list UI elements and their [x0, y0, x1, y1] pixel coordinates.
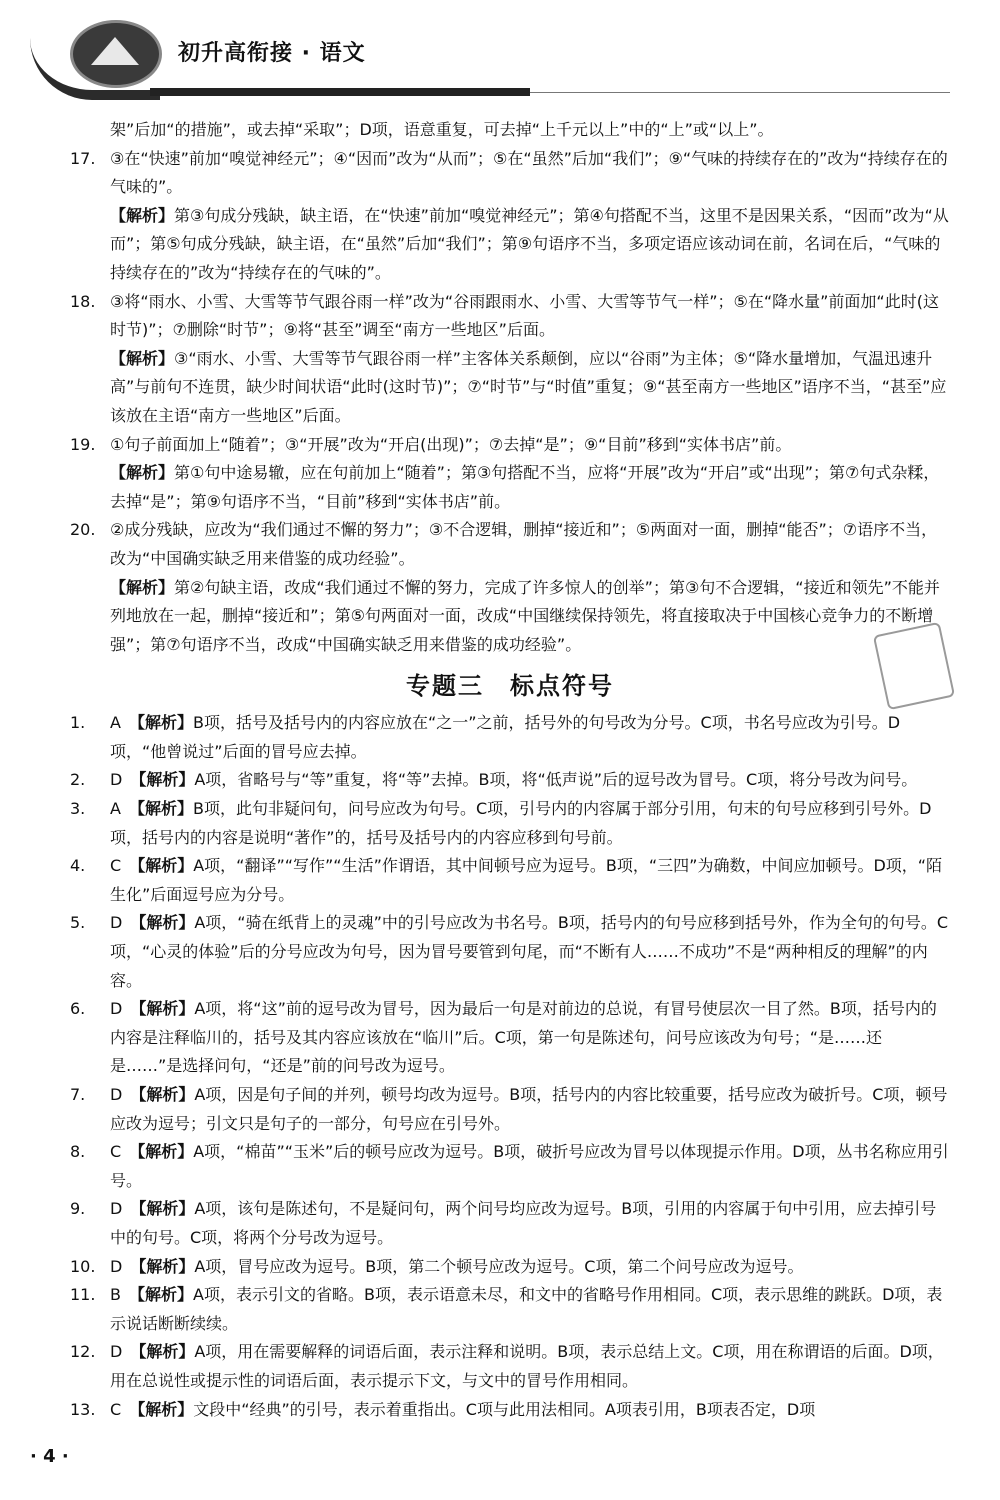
- answer-item: [70, 1253, 950, 1282]
- spacer: [122, 1257, 138, 1276]
- spacer: [121, 799, 137, 818]
- analysis-text: ③“雨水、小雪、大雪等节气跟谷雨一样”主客体关系颠倒，应以“谷雨”为主体；⑤“降水量增加，气温迅速升高”与前句不连贯，缺少时间状语“此时(这时节)”；⑦“时节”与“时值”重复；⑨“甚至南方一些地区”语序不当，“甚至”应该放在主语“南方一些地区”后面。: [110, 348, 947, 425]
- item-number: 6.: [70, 999, 86, 1019]
- item-number: 10.: [70, 1256, 96, 1276]
- analysis-tag: 【解析】: [110, 577, 175, 597]
- analysis-17: [70, 202, 950, 288]
- continuation-line: [70, 116, 950, 145]
- analysis-text: 文段中“经典”的引号，表示着重指出。C项与此用法相同。A项表引用，B项表否定，D项: [193, 1399, 816, 1419]
- analysis-text: A项，“棉苗”“玉米”后的顿号应改为逗号。B项，破折号应改为冒号以体现提示作用。D项，丛书名称应用引号。: [110, 1142, 949, 1190]
- answer-item: [70, 766, 950, 795]
- analysis-tag: 【解析】: [138, 1342, 195, 1362]
- analysis-text: 第②句缺主语，改成“我们通过不懈的努力，完成了许多惊人的创举”；第③句不合逻辑，“接近和领先”不能并列地放在一起，删掉“接近和”；第⑤句两面对一面，改成“中国继续保持领先，将直接取决于中国核心竞争力的不断增强”；第⑦句语序不当，改成“中国确实缺乏用来借鉴的成功经验”。: [110, 577, 940, 654]
- answer-letter: C: [110, 856, 122, 876]
- analysis-tag: 【解析】: [137, 856, 194, 876]
- answer-letter: D: [110, 913, 123, 933]
- analysis-19: [70, 459, 950, 516]
- item-number: 1.: [70, 713, 86, 733]
- item-number: 9.: [70, 1199, 86, 1219]
- spacer: [122, 1085, 138, 1104]
- analysis-text: A项，“翻译”“写作”“生活”作谓语，其中间顿号应为逗号。B项，“三四”为确数，中间应加顿号。D项，“陌生化”后面逗号应为分号。: [110, 856, 943, 904]
- analysis-text: A项，将“这”前的逗号改为冒号，因为最后一句是对前边的总说，有冒号使层次一目了然。B项，括号内的内容是注释临川的，括号及其内容应该放在“临川”后。C项，第一句是陈述句，问号应该改为句号；“是……还是……”是选择问句，“还是”前的问号改为逗号。: [110, 999, 937, 1076]
- analysis-text: A项，“骑在纸背上的灵魂”中的引号应改为书名号。B项，括号内的句号应移到括号外，作为全句的句号。C项，“心灵的体验”后的分号应改为句号，因为冒号要管到句尾，而“不断有人……不成功”不是“两种相反的理解”的内容。: [110, 913, 949, 990]
- analysis-18: [70, 345, 950, 431]
- answer-letter: D: [110, 1342, 123, 1362]
- answer-item-19: [70, 431, 950, 460]
- answer-text: ③将“雨水、小雪、大雪等节气跟谷雨一样”改为“谷雨跟雨水、小雪、大雪等节气一样”；⑤在“降水量”前面加“此时(这时节)”；⑦删除“时节”；⑨将“甚至”调至“南方一些地区”后面。: [110, 291, 939, 340]
- analysis-text: A项，表示引文的省略。B项，表示语意未尽，和文中的省略号作用相同。C项，表示思维的跳跃。D项，表示说话断断续续。: [110, 1285, 943, 1333]
- analysis-tag: 【解析】: [138, 1085, 195, 1104]
- analysis-tag: 【解析】: [138, 913, 195, 933]
- answer-letter: D: [110, 999, 123, 1019]
- answer-item: [70, 1138, 950, 1195]
- analysis-text: A项，因是句子间的并列，顿号均改为逗号。B项，括号内的内容比较重要，括号应改为破折号。C项，顿号应改为逗号；引文只是句子的一部分，句号应在引号外。: [110, 1085, 948, 1133]
- answer-letter: D: [110, 1256, 123, 1276]
- answer-letter: D: [110, 1085, 123, 1104]
- answer-letter: D: [110, 770, 123, 790]
- item-number: 7.: [70, 1085, 86, 1104]
- answer-letter: D: [110, 1199, 123, 1219]
- spacer: [122, 1342, 138, 1361]
- analysis-text: B项，括号及括号内的内容应放在“之一”之前，括号外的句号改为分号。C项，书名号应改为引号。D项，“他曾说过”后面的冒号应去掉。: [110, 713, 901, 761]
- spacer: [121, 1142, 137, 1161]
- analysis-tag: 【解析】: [136, 799, 193, 819]
- item-number: 8.: [70, 1142, 86, 1162]
- analysis-tag: 【解析】: [110, 463, 175, 483]
- answer-letter: C: [110, 1399, 122, 1419]
- section-title: 专题三 标点符号: [406, 672, 614, 701]
- header-bar: [150, 88, 530, 96]
- answer-item: [70, 1081, 950, 1138]
- answer-item: [70, 995, 950, 1081]
- answer-text: ①句子前面加上“随着”；③“开展”改为“开启(出现)”；⑦去掉“是”；⑨“目前”移到“实体书店”前。: [110, 434, 792, 454]
- spacer: [122, 913, 138, 932]
- answer-letter: A: [110, 799, 121, 819]
- spacer: [121, 713, 137, 732]
- spacer: [122, 1199, 138, 1218]
- analysis-tag: 【解析】: [137, 1142, 194, 1162]
- answer-letter: A: [110, 713, 121, 733]
- answer-item: [70, 909, 950, 995]
- answer-text: ②成分残缺，应改为“我们通过不懈的努力”；③不合逻辑，删掉“接近和”；⑤两面对一面，删掉“能否”；⑦语序不当，改为“中国确实缺乏用来借鉴的成功经验”。: [110, 520, 938, 568]
- item-number: 2.: [70, 770, 86, 790]
- header-rule: [530, 92, 950, 93]
- analysis-text: A项，省略号与“等”重复，将“等”去掉。B项，将“低声说”后的逗号改为冒号。C项，将分号改为问号。: [194, 770, 918, 790]
- analysis-tag: 【解析】: [137, 1285, 194, 1305]
- analysis-text: 第①句中途易辙，应在句前加上“随着”；第③句搭配不当，应将“开展”改为“开启”或“出现”；第⑦句式杂糅，去掉“是”；第⑨句语序不当，“目前”移到“实体书店”前。: [110, 463, 940, 511]
- analysis-tag: 【解析】: [138, 999, 195, 1019]
- spacer: [121, 1400, 137, 1419]
- answer-list: [70, 709, 950, 1424]
- spacer: [121, 856, 137, 875]
- analysis-tag: 【解析】: [138, 770, 195, 790]
- answer-item: [70, 852, 950, 909]
- answer-item: [70, 795, 950, 852]
- answer-letter: C: [110, 1142, 122, 1162]
- publisher-logo-icon: [70, 20, 162, 88]
- answer-letter: B: [110, 1285, 121, 1305]
- mountain-icon: [91, 37, 139, 65]
- item-number: 13.: [70, 1399, 96, 1419]
- answer-item: [70, 1281, 950, 1338]
- analysis-text: A项，用在需要解释的词语后面，表示注释和说明。B项，表示总结上文。C项，用在称谓语的后面。D项，用在总说性或提示性的词语后面，表示提示下文，与文中的冒号作用相同。: [110, 1342, 944, 1390]
- item-number: 17.: [70, 148, 96, 168]
- item-number: 12.: [70, 1342, 96, 1362]
- analysis-text: A项，冒号应改为逗号。B项，第二个顿号应改为逗号。C项，第二个问号应改为逗号。: [194, 1256, 804, 1276]
- analysis-tag: 【解析】: [138, 1256, 195, 1276]
- answer-item-20: [70, 516, 950, 573]
- item-number: 3.: [70, 799, 86, 819]
- answer-item: [70, 1396, 950, 1425]
- analysis-text: B项，此句非疑问句，问号应改为句号。C项，引号内的内容属于部分引用，句末的句号应移到引号外。D项，括号内的内容是说明“著作”的，括号及括号内的内容应移到句号前。: [110, 799, 932, 847]
- item-number: 11.: [70, 1285, 96, 1305]
- spacer: [122, 770, 138, 789]
- analysis-20: [70, 574, 950, 660]
- analysis-tag: 【解析】: [110, 205, 175, 225]
- page-header: [0, 0, 1000, 100]
- answer-item: [70, 1338, 950, 1395]
- analysis-text: 第③句成分残缺，缺主语，在“快速”前加“嗅觉神经元”；第④句搭配不当，这里不是因果关系，“因而”改为“从而”；第⑤句成分残缺，缺主语，在“虽然”后加“我们”；第⑨句语序不当，多项定语应该动词在前，名词在后，“气味的持续存在的”改为“持续存在的气味的”。: [110, 205, 949, 282]
- item-number: 18.: [70, 291, 96, 311]
- header-title: 初升高衔接 · 语文: [178, 41, 366, 66]
- spacer: [121, 1285, 137, 1304]
- page-content: [70, 116, 950, 1424]
- page-number: · 4 ·: [30, 1446, 69, 1467]
- analysis-text: A项，该句是陈述句，不是疑问句，两个问号均应改为逗号。B项，引用的内容属于句中引用，应去掉引号中的句号。C项，将两个分号改为逗号。: [110, 1199, 937, 1247]
- answer-item: [70, 1195, 950, 1252]
- item-number: 5.: [70, 913, 86, 933]
- answer-item-17: [70, 145, 950, 202]
- answer-item: [70, 709, 950, 766]
- analysis-tag: 【解析】: [138, 1199, 195, 1219]
- spacer: [122, 999, 138, 1018]
- analysis-tag: 【解析】: [136, 713, 193, 733]
- item-number: 20.: [70, 520, 96, 540]
- answer-item-18: [70, 288, 950, 345]
- analysis-tag: 【解析】: [137, 1399, 194, 1419]
- analysis-tag: 【解析】: [110, 348, 175, 368]
- item-number: 4.: [70, 856, 86, 876]
- answer-text: 架”后加“的措施”，或去掉“采取”；D项，语意重复，可去掉“上千元以上”中的“上”或“以上”。: [110, 120, 774, 139]
- answer-text: ③在“快速”前加“嗅觉神经元”；④“因而”改为“从而”；⑤在“虽然”后加“我们”；⑨“气味的持续存在的”改为“持续存在的气味的”。: [110, 148, 948, 197]
- item-number: 19.: [70, 434, 96, 454]
